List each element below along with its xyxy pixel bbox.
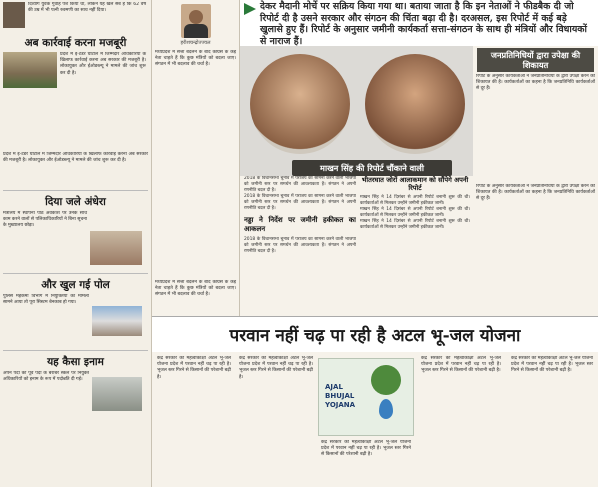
photo-zone xyxy=(240,46,473,176)
left-top-photo xyxy=(3,2,25,28)
bottom-body xyxy=(152,352,598,487)
left-top-snippet: दिव्यांग युवक गुवाह पेश किया था, लेकिन यह खेल सब है कि 62 वर्ष की उम्र में भी पत्नी रुक्मणी का साथ नहीं दिया। xyxy=(28,2,146,14)
section-text: मंत्रालय में स्थापना पाठ अवकाश पर उनके साथ काम करने वालों से पलिकाधिकारियों ने बिना सूचना के मुख्यालय छोड़ा। xyxy=(3,211,87,229)
water-drop-icon xyxy=(379,399,393,419)
bottom-text: केंद्र सरकार की महत्वाकांक्षी अटल भू-जल योजना प्रदेश में परवान नहीं चढ़ पा रही है। भूजल स्तर गिरने से किसानों की परेशानी बढ़ी है। xyxy=(321,440,411,458)
right-column-text: रिपोर्ट के अनुसार कार्यकर्ताओं ने जनप्रतिनिधियों के द्वारा उपेक्षा करने की शिकायत की है। कार्यकर्ताओं का कहना है कि जनप्रतिनिधि कार्यकर्ताओं से दूर हैं। xyxy=(476,184,595,202)
divider xyxy=(3,350,148,351)
section-heading: यह कैसा इनाम xyxy=(47,356,104,368)
middle-text: माखन सिंह ने 14 दिसंबर से अपनी रिपोर्ट बनानी शुरू की थी। कार्यकर्ताओं से मिलकर उन्होंने जमीनी हकीकत जानी। xyxy=(360,207,470,218)
bottom-text: केंद्र सरकार की महत्वाकांक्षी अटल भू-जल योजना प्रदेश में परवान नहीं चढ़ पा रही है। भूजल स्तर गिरने से किसानों की परेशानी बढ़ी है। xyxy=(157,356,231,380)
middle-text: माखन सिंह ने 14 दिसंबर से अपनी रिपोर्ट बनानी शुरू की थी। कार्यकर्ताओं से मिलकर उन्होंने जमीनी हकीकत जानी। xyxy=(360,195,470,206)
middle-column-left xyxy=(244,176,356,316)
right-column xyxy=(473,46,598,316)
divider xyxy=(3,273,148,274)
left-column xyxy=(0,0,152,487)
middle-body xyxy=(240,176,473,316)
middle-column-right xyxy=(360,176,470,316)
bottom-text: केंद्र सरकार की महत्वाकांक्षी अटल भू-जल योजना प्रदेश में परवान नहीं चढ़ पा रही है। भूजल स्तर गिरने से किसानों की परेशानी बढ़ी है। xyxy=(511,356,593,374)
leader-photo-left xyxy=(250,54,350,154)
banner-text: देकर मैदानी मोर्चे पर सक्रिय किया गया था। बताया जाता है कि इन नेताओं ने फीडबैक दी जो रिपोर्ट दी है उसने सरकार और संगठन की चिंता बढ़ा दी है। दरअसल, इस रिपोर्ट में कई बड़े खुलासे हुए हैं। रिपोर्ट के अनुसार जमीनी कार्यकर्ता सत्ता-संगठन के साथ ही मंत्रियों और विधायकों से नाराज हैं। xyxy=(260,1,587,47)
section-heading: अब कार्रवाई करना मजबूरी xyxy=(24,37,127,49)
middle-text: 2018 के विधानसभा चुनाव में पराजय का सामना करने वाली भाजपा को जमीनी स्तर पर समर्थन की आवश्यकता है। संगठन ने अपनी रणनीति बदल दी है। xyxy=(244,194,356,211)
right-column-text: रिपोर्ट के अनुसार कार्यकर्ताओं ने जनप्रतिनिधियों के द्वारा उपेक्षा करने की शिकायत की है। कार्यकर्ताओं का कहना है कि जनप्रतिनिधि कार्यकर्ताओं से दूर हैं। xyxy=(476,74,595,92)
parliament-photo xyxy=(3,52,57,88)
author-name: हरीशचन्द्रोज्ज्वल xyxy=(180,40,211,46)
logo-text-line: YOJANA xyxy=(325,401,356,409)
top-banner xyxy=(240,0,598,46)
author-column-text: मध्यप्रदेश में सत्ता बदलने के बाद कांग्रेस के कई नेता चाहते हैं कि कुछ मंत्रियों को बदला जाए। संगठन में भी बदलाव की चर्चा है। xyxy=(155,50,236,68)
tree-icon xyxy=(371,365,401,395)
section-text: प्रदेश में ई-टेंडर घोटाले में जिम्मेदार अधिकारियों के खिलाफ कार्रवाई करना अब सरकार की मजबूरी है। लोकायुक्त और ईओडब्ल्यू ने मामले की जांच शुरू कर दी है। xyxy=(60,52,146,76)
office-photo xyxy=(92,377,142,411)
left-top-block xyxy=(0,0,151,28)
section-text: प्रदेश में ई-टेंडर घोटाले में जिम्मेदार अधिकारियों के खिलाफ कार्रवाई करना अब सरकार की मजबूरी है। लोकायुक्त और ईओडब्ल्यू ने मामले की जांच शुरू कर दी है। xyxy=(3,152,148,164)
yojana-logo xyxy=(318,358,414,436)
section-heading: और खुल गई पोल xyxy=(41,279,110,291)
middle-text: 2018 के विधानसभा चुनाव में पराजय का सामना करने वाली भाजपा को जमीनी स्तर पर समर्थन की आवश्यकता है। संगठन ने अपनी रणनीति बदल दी है। xyxy=(244,176,356,193)
photo-caption: माखन सिंह की रिपोर्ट चौंकाने वाली xyxy=(292,160,452,176)
building-photo xyxy=(90,231,142,265)
bottom-text: केंद्र सरकार की महत्वाकांक्षी अटल भू-जल योजना प्रदेश में परवान नहीं चढ़ पा रही है। भूजल स्तर गिरने से किसानों की परेशानी बढ़ी है। xyxy=(421,356,501,374)
logo-text-line: BHUJAL xyxy=(325,392,355,400)
middle-text: 2018 के विधानसभा चुनाव में पराजय का सामना करने वाली भाजपा को जमीनी स्तर पर समर्थन की आवश्यकता है। संगठन ने अपनी रणनीति बदल दी है। xyxy=(244,237,356,254)
author-column-text: मध्यप्रदेश में सत्ता बदलने के बाद कांग्रेस के कई नेता चाहते हैं कि कुछ मंत्रियों को बदला जाए। संगठन में भी बदलाव की चर्चा है। xyxy=(155,280,236,298)
right-column-heading: जनप्रतिनिधियों द्वारा उपेक्षा की शिकायत xyxy=(477,48,594,72)
bottom-text: केंद्र सरकार की महत्वाकांक्षी अटल भू-जल योजना प्रदेश में परवान नहीं चढ़ पा रही है। भूजल स्तर गिरने से किसानों की परेशानी बढ़ी है। xyxy=(239,356,313,380)
middle-subhead: नड्डा ने निर्देश पर जमीनी हकीकत का आकलन xyxy=(244,215,356,233)
banner-arrow-icon xyxy=(244,3,256,15)
middle-text: माखन सिंह ने 14 दिसंबर से अपनी रिपोर्ट बनानी शुरू की थी। कार्यकर्ताओं से मिलकर उन्होंने जमीनी हकीकत जानी। xyxy=(360,219,470,230)
police-hq-photo xyxy=(92,306,142,336)
middle-subhead-right: भीतरघात जोरों आलाकमान को सौंपेगे अपनी रिपोर्ट xyxy=(361,176,469,192)
leader-photo-right xyxy=(365,54,465,154)
bottom-headline-bar xyxy=(152,316,598,352)
section-heading: दिया जले अंधेरा xyxy=(45,196,106,208)
author-photo xyxy=(181,4,211,38)
bottom-headline: परवान नहीं चढ़ पा रही है अटल भू-जल योजना xyxy=(229,326,521,346)
divider xyxy=(3,190,148,191)
section-text: पुलिस महकमा विभाग में नियुक्तियों का मामला सामने आया तो पूरा सिस्टम बेनकाब हो गया। xyxy=(3,294,89,306)
logo-text-line: AJAL xyxy=(325,383,343,391)
section-text: अपने पदों को पूर्व पदों के बराबर स्केल पर नियुक्त अधिकारियों को इनाम के रूप में पदोन्नति दी गई। xyxy=(3,371,89,383)
